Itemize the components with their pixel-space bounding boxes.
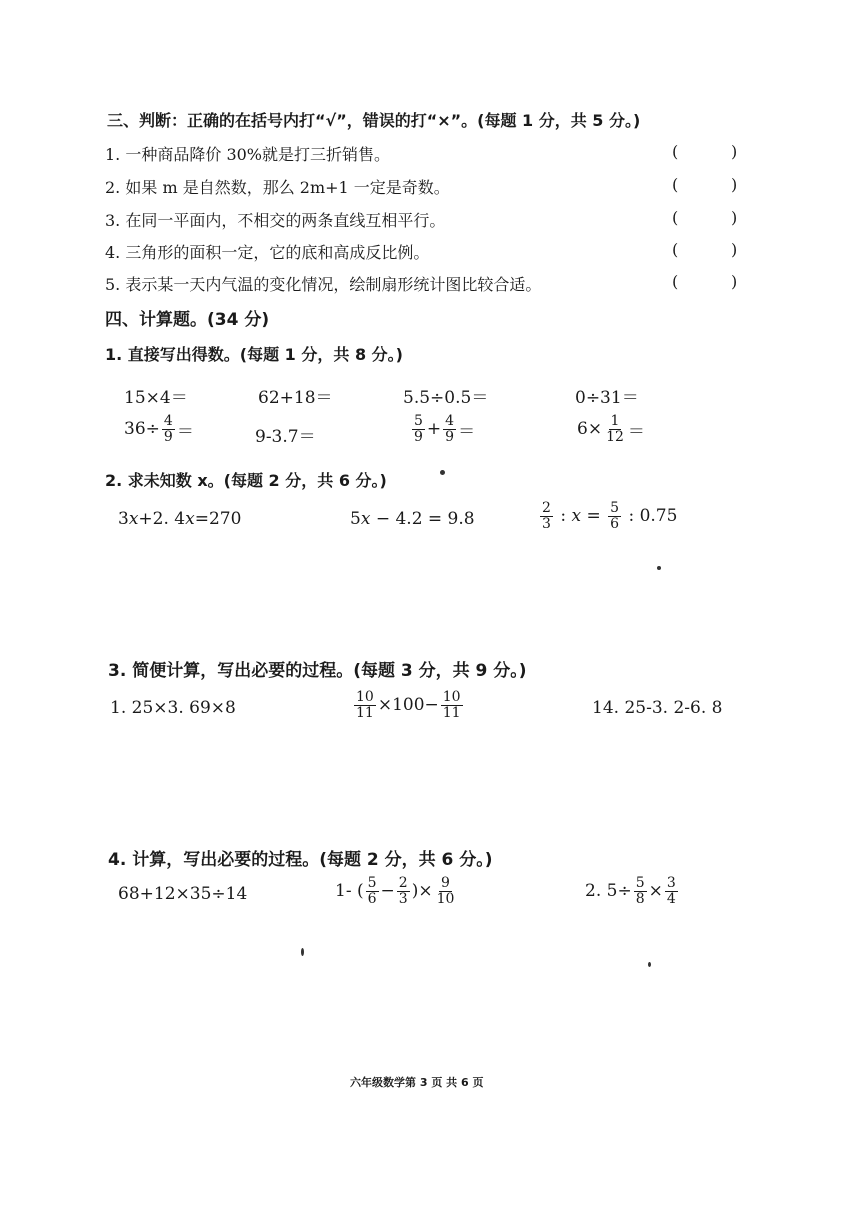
part-1-title: 1. 直接写出得数。(每题 1 分，共 8 分。) <box>105 345 403 364</box>
calc-expr-3: 2. 5÷ $\frac{5}{8}$ × $\frac{3}{4}$ <box>585 875 676 907</box>
fraction: $\frac{10}{11}$ <box>442 689 461 721</box>
answer-paren-right: ) <box>731 175 738 194</box>
answer-paren-right: ) <box>731 272 738 291</box>
answer-paren-right: ) <box>731 142 738 161</box>
oral-calc-1: 15×4＝ <box>124 388 188 408</box>
equation-1: 3 x +2. 4 x =270 <box>118 509 242 529</box>
section-4-title: 四、计算题。(34 分) <box>105 310 270 330</box>
oral-calc-6: 9-3.7＝ <box>255 427 316 447</box>
answer-paren-left: ( <box>672 175 679 194</box>
judge-item-5: 5. 表示某一天内气温的变化情况，绘制扇形统计图比较合适。 <box>105 275 542 294</box>
fraction: $\frac{4}{9}$ <box>163 413 173 445</box>
fraction: $\frac{2}{3}$ <box>542 500 551 532</box>
scan-speck <box>301 948 304 956</box>
answer-paren-left: ( <box>672 240 679 259</box>
simplify-expr-3: 14. 25-3. 2-6. 8 <box>592 698 723 718</box>
page-footer: 六年级数学第 3 页 共 6 页 <box>350 1076 484 1089</box>
answer-paren-left: ( <box>672 272 679 291</box>
section-3-title: 三、判断：正确的在括号内打“√”，错误的打“×”。(每题 1 分，共 5 分。) <box>107 111 641 130</box>
oral-calc-8: 6× $\frac{1}{12}$ ＝ <box>577 413 645 445</box>
part-4-title: 4. 计算，写出必要的过程。(每题 2 分，共 6 分。) <box>108 850 493 870</box>
simplify-expr-2: $\frac{10}{11}$ ×100− $\frac{10}{11}$ <box>356 689 461 721</box>
oral-calc-7: $\frac{5}{9}$ + $\frac{4}{9}$ ＝ <box>414 413 476 445</box>
fraction: $\frac{9}{10}$ <box>436 875 455 907</box>
answer-paren-left: ( <box>672 142 679 161</box>
answer-paren-right: ) <box>731 240 738 259</box>
calc-expr-2: 1- ( $\frac{5}{6}$ − $\frac{2}{3}$ )× $\frac{9}{10}$ <box>335 875 455 907</box>
oral-calc-2: 62+18＝ <box>258 388 333 408</box>
fraction: $\frac{10}{11}$ <box>356 689 374 721</box>
calc-expr-1: 68+12×35÷14 <box>118 884 248 904</box>
equation-2: 5 x − 4.2 = 9.8 <box>350 509 475 529</box>
judge-item-3: 3. 在同一平面内，不相交的两条直线互相平行。 <box>105 211 446 230</box>
fraction: $\frac{5}{8}$ <box>635 875 645 907</box>
judge-item-4: 4. 三角形的面积一定，它的底和高成反比例。 <box>105 243 430 262</box>
part-3-title: 3. 简便计算，写出必要的过程。(每题 3 分，共 9 分。) <box>108 661 527 681</box>
fraction: $\frac{2}{3}$ <box>398 875 408 907</box>
oral-calc-5: 36÷ $\frac{4}{9}$ ＝ <box>124 413 194 445</box>
scan-speck <box>648 962 651 967</box>
fraction: $\frac{4}{9}$ <box>445 413 455 445</box>
fraction: $\frac{5}{6}$ <box>367 875 377 907</box>
answer-paren-left: ( <box>672 208 679 227</box>
oral-calc-3: 5.5÷0.5＝ <box>403 388 489 408</box>
fraction: $\frac{5}{6}$ <box>610 500 620 532</box>
judge-item-1: 1. 一种商品降价 30%就是打三折销售。 <box>105 145 391 164</box>
equation-3: $\frac{2}{3}$ : x = $\frac{5}{6}$ : 0.75 <box>542 500 678 532</box>
fraction: $\frac{5}{9}$ <box>414 413 423 445</box>
part-2-title: 2. 求未知数 x。(每题 2 分，共 6 分。) <box>105 471 387 490</box>
judge-item-2: 2. 如果 m 是自然数，那么 2m+1 一定是奇数。 <box>105 178 450 197</box>
fraction: $\frac{3}{4}$ <box>666 875 676 907</box>
scan-speck <box>440 470 445 475</box>
simplify-expr-1: 1. 25×3. 69×8 <box>110 698 236 718</box>
fraction: $\frac{1}{12}$ <box>606 413 624 445</box>
oral-calc-4: 0÷31＝ <box>575 388 639 408</box>
scan-speck <box>657 566 661 570</box>
answer-paren-right: ) <box>731 208 738 227</box>
